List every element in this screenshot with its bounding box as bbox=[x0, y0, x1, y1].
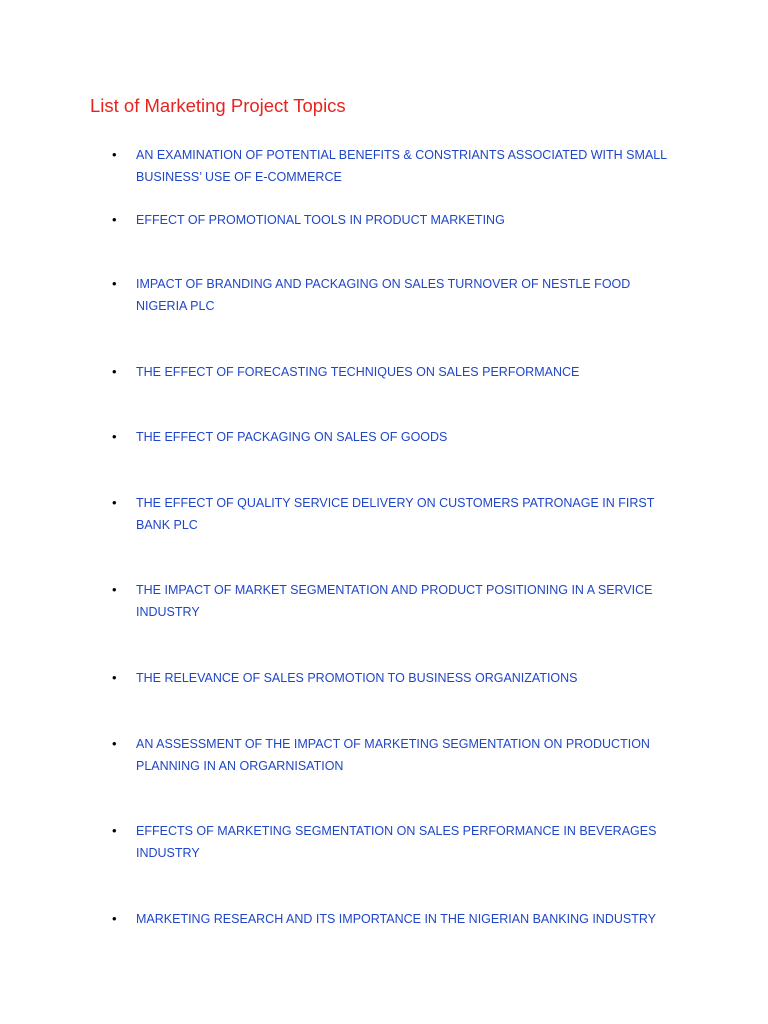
list-item bbox=[108, 908, 668, 930]
bullet-icon: • bbox=[112, 582, 117, 597]
topic-link[interactable]: EFFECT OF PROMOTIONAL TOOLS IN PRODUCT MARKETING bbox=[136, 213, 505, 227]
list-item bbox=[108, 820, 668, 864]
topic-link[interactable]: THE IMPACT OF MARKET SEGMENTATION AND PRODUCT POSITIONING IN A SERVICE INDUSTRY bbox=[136, 583, 653, 619]
list-item bbox=[108, 492, 668, 536]
topic-link[interactable]: AN ASSESSMENT OF THE IMPACT OF MARKETING SEGMENTATION ON PRODUCTION PLANNING IN AN ORGARNISATION bbox=[136, 737, 650, 773]
list-item bbox=[108, 667, 668, 689]
list-item bbox=[108, 209, 668, 231]
bullet-icon: • bbox=[112, 495, 117, 510]
topic-link[interactable]: EFFECTS OF MARKETING SEGMENTATION ON SALES PERFORMANCE IN BEVERAGES INDUSTRY bbox=[136, 824, 657, 860]
list-item bbox=[108, 144, 668, 188]
topic-link[interactable]: IMPACT OF BRANDING AND PACKAGING ON SALES TURNOVER OF NESTLE FOOD NIGERIA PLC bbox=[136, 277, 631, 313]
list-item bbox=[108, 733, 668, 777]
list-item bbox=[108, 579, 668, 623]
bullet-icon: • bbox=[112, 212, 117, 227]
bullet-icon: • bbox=[112, 147, 117, 162]
bullet-icon: • bbox=[112, 911, 117, 926]
list-item bbox=[108, 426, 668, 448]
page-title: List of Marketing Project Topics bbox=[90, 95, 346, 116]
topic-link[interactable]: THE RELEVANCE OF SALES PROMOTION TO BUSINESS ORGANIZATIONS bbox=[136, 671, 578, 685]
topic-link[interactable]: THE EFFECT OF QUALITY SERVICE DELIVERY ON CUSTOMERS PATRONAGE IN FIRST BANK PLC bbox=[136, 496, 655, 532]
topic-link[interactable]: THE EFFECT OF FORECASTING TECHNIQUES ON SALES PERFORMANCE bbox=[136, 365, 580, 379]
bullet-icon: • bbox=[112, 670, 117, 685]
list-item bbox=[108, 273, 668, 317]
bullet-icon: • bbox=[112, 429, 117, 444]
topic-link[interactable]: MARKETING RESEARCH AND ITS IMPORTANCE IN THE NIGERIAN BANKING INDUSTRY bbox=[136, 912, 656, 926]
topic-link[interactable]: THE EFFECT OF PACKAGING ON SALES OF GOODS bbox=[136, 430, 448, 444]
bullet-icon: • bbox=[112, 364, 117, 379]
bullet-icon: • bbox=[112, 736, 117, 751]
list-item bbox=[108, 361, 668, 383]
bullet-icon: • bbox=[112, 276, 117, 291]
bullet-icon: • bbox=[112, 823, 117, 838]
topic-link[interactable]: AN EXAMINATION OF POTENTIAL BENEFITS & CONSTRIANTS ASSOCIATED WITH SMALL BUSINESS’ USE OF E-COMMERCE bbox=[136, 148, 667, 184]
